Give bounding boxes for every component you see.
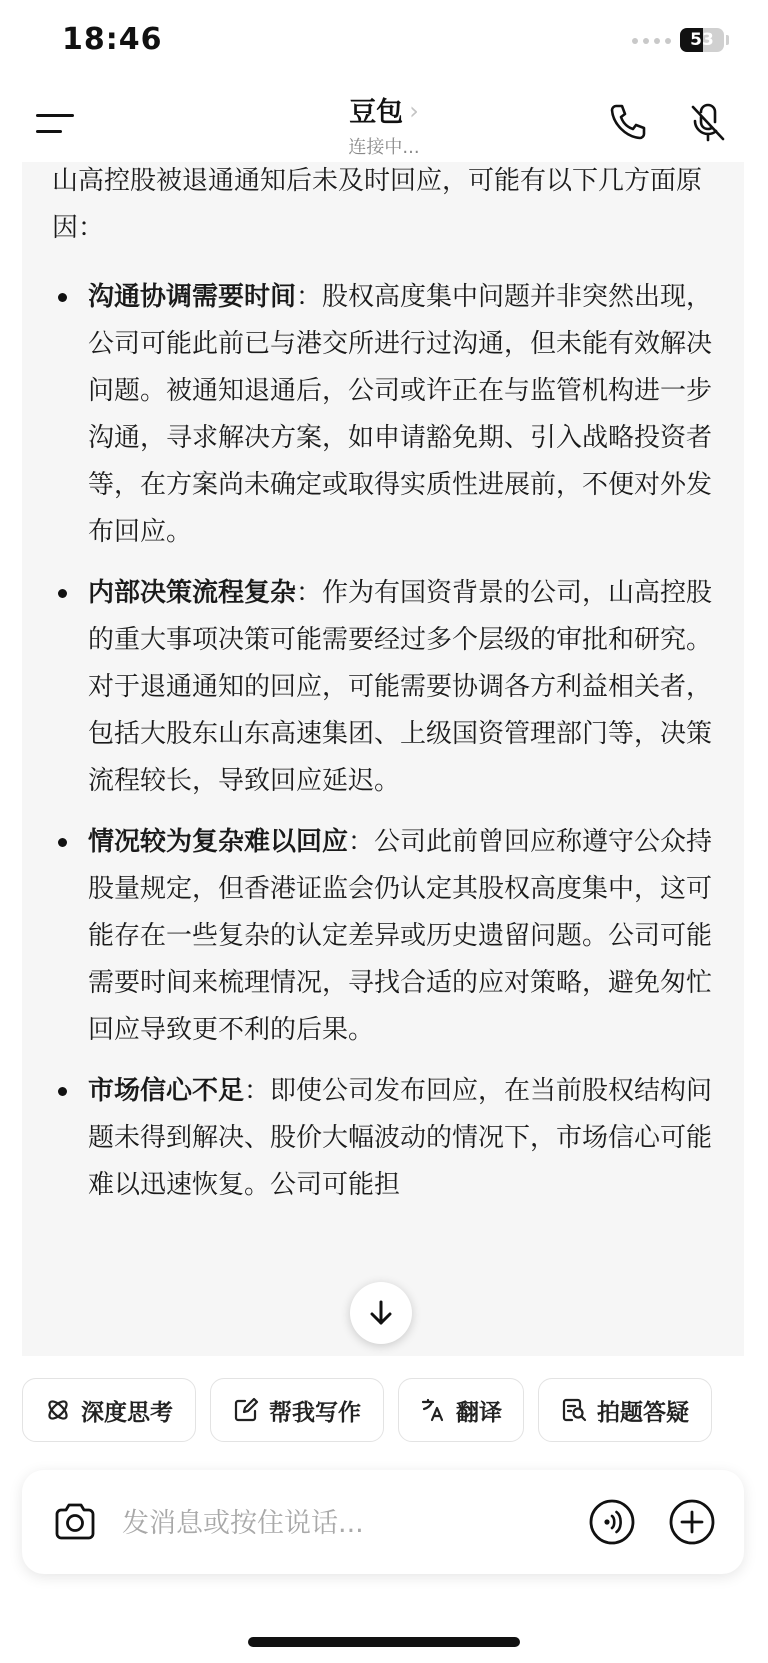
list-item xyxy=(52,819,737,1054)
battery-level: 53 xyxy=(690,30,714,50)
battery-tip xyxy=(726,35,729,45)
menu-icon-line xyxy=(36,130,62,133)
point-body: 作为有国资背景的公司，山高控股的重大事项决策可能需要经过多个层级的审批和研究。对于退通通知的回应，可能需要协调各方利益相关者，包括大股东山东高速集团、上级国资管理部门等，决策流程较长，导致回应延迟。 xyxy=(88,578,713,796)
phone-icon xyxy=(606,100,650,144)
connection-status: 连接中... xyxy=(348,137,420,158)
camera-icon xyxy=(52,1500,98,1544)
chip-deep-think[interactable] xyxy=(22,1378,196,1442)
message-intro: 山高控股被退通通知后未及时回应，可能有以下几方面原因： xyxy=(52,166,703,243)
signal-icon xyxy=(632,38,671,44)
chip-photo-question[interactable] xyxy=(538,1378,712,1442)
chip-translate[interactable] xyxy=(398,1378,524,1442)
voice-button[interactable] xyxy=(588,1498,636,1546)
scroll-to-bottom-button[interactable] xyxy=(350,1282,412,1344)
more-options-button[interactable] xyxy=(668,1498,716,1546)
list-item xyxy=(52,274,737,556)
chip-label: 帮我写作 xyxy=(269,1399,361,1426)
deep-think-icon xyxy=(45,1397,71,1423)
quick-actions xyxy=(22,1378,768,1444)
list-item xyxy=(52,1068,737,1209)
translate-icon xyxy=(420,1397,446,1423)
chat-title: 豆包 xyxy=(349,97,404,128)
chat-header xyxy=(0,88,768,162)
chevron-right-icon: › xyxy=(409,97,419,125)
plus-icon xyxy=(668,1498,716,1546)
voice-icon xyxy=(588,1498,636,1546)
message-body xyxy=(52,162,737,1223)
arrow-down-icon xyxy=(366,1298,396,1328)
status-bar xyxy=(0,0,768,88)
mute-button[interactable] xyxy=(686,100,730,144)
chip-help-write[interactable] xyxy=(210,1378,384,1442)
point-body: 股权高度集中问题并非突然出现，公司可能此前已与港交所进行过沟通，但未能有效解决问题。被通知退通后，公司或许正在与监管机构进一步沟通，寻求解决方案，如申请豁免期、引入战略投资者等，在方案尚未确定或取得实质性进展前，不便对外发布回应。 xyxy=(88,282,713,547)
edit-icon xyxy=(233,1397,259,1423)
reason-list xyxy=(52,274,737,1209)
point-title: 情况较为复杂难以回应 xyxy=(88,827,349,857)
message-composer xyxy=(22,1470,744,1574)
camera-button[interactable] xyxy=(52,1500,98,1544)
battery-icon xyxy=(680,28,724,52)
point-separator: ： xyxy=(296,282,323,312)
menu-button[interactable] xyxy=(36,110,76,140)
chip-label: 翻译 xyxy=(456,1399,502,1426)
menu-icon-line xyxy=(36,114,74,117)
phone-call-button[interactable] xyxy=(606,100,650,144)
point-separator: ： xyxy=(244,1076,271,1106)
chip-label: 拍题答疑 xyxy=(597,1399,689,1426)
point-body: 即使公司发布回应，在当前股权结构问题未得到解决、股价大幅波动的情况下，市场信心可能难以迅速恢复。公司可能担 xyxy=(88,1076,713,1200)
chat-title-area[interactable] xyxy=(234,90,534,159)
chip-label: 深度思考 xyxy=(81,1399,173,1426)
home-indicator xyxy=(248,1637,520,1647)
point-separator: ： xyxy=(296,578,323,608)
mute-icon xyxy=(686,100,730,144)
list-item xyxy=(52,570,737,805)
message-input[interactable] xyxy=(120,1498,584,1548)
point-separator: ： xyxy=(348,827,375,857)
point-title: 沟通协调需要时间 xyxy=(88,282,297,312)
point-body: 公司此前曾回应称遵守公众持股量规定，但香港证监会仍认定其股权高度集中，这可能存在一些复杂的认定差异或历史遗留问题。公司可能需要时间来梳理情况，寻找合适的应对策略，避免匆忙回应导致更不利的后果。 xyxy=(88,827,713,1045)
assistant-message xyxy=(22,162,744,1356)
point-title: 市场信心不足 xyxy=(88,1076,245,1106)
point-title: 内部决策流程复杂 xyxy=(88,578,297,608)
status-time: 18:46 xyxy=(62,22,163,57)
photo-question-icon xyxy=(561,1397,587,1423)
